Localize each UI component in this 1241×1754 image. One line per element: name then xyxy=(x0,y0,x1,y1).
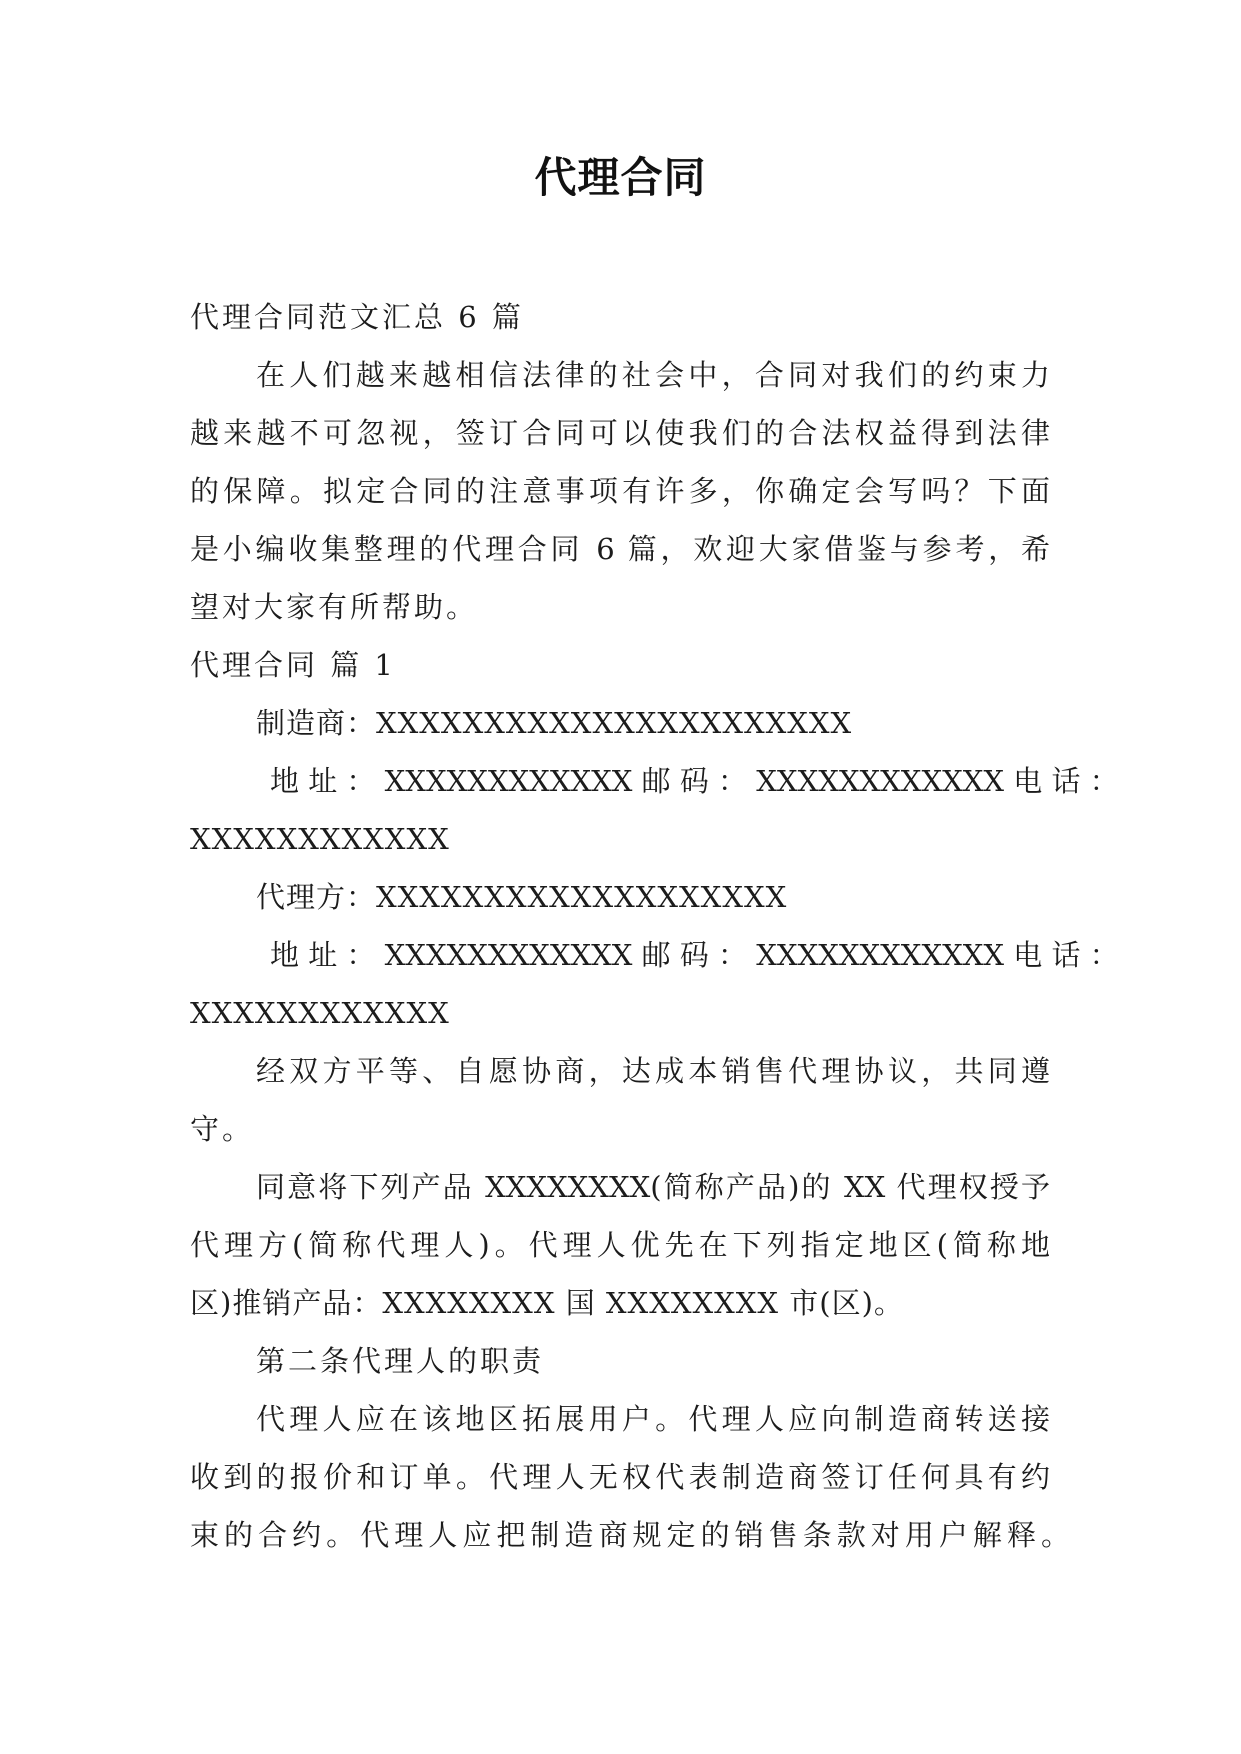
grant-paragraph-line: 代理方(简称代理人)。代理人优先在下列指定地区(简称地 xyxy=(190,1228,1050,1262)
duties-paragraph-line: 收到的报价和订单。代理人无权代表制造商签订任何具有约 xyxy=(190,1460,1050,1494)
agent-line: 代理方：XXXXXXXXXXXXXXXXXXX xyxy=(256,880,788,914)
manufacturer-address-line: 地 址 ： XXXXXXXXXXXX 邮 码 ： XXXXXXXXXXXX 电 话 ： xyxy=(270,764,1119,798)
grant-paragraph-line: 区)推销产品：XXXXXXXX 国 XXXXXXXX 市(区)。 xyxy=(190,1286,904,1320)
agent-phone-line: XXXXXXXXXXXX xyxy=(190,996,450,1030)
duties-paragraph-line: 代理人应在该地区拓展用户。代理人应向制造商转送接 xyxy=(256,1402,1050,1436)
duties-paragraph-line: 束的合约。代理人应把制造商规定的销售条款对用户解释。 xyxy=(190,1518,1070,1552)
intro-paragraph-line: 的保障。拟定合同的注意事项有许多，你确定会写吗？下面 xyxy=(190,474,1050,508)
intro-paragraph-line: 在人们越来越相信法律的社会中，合同对我们的约束力 xyxy=(256,358,1050,392)
manufacturer-line: 制造商：XXXXXXXXXXXXXXXXXXXXXX xyxy=(256,706,853,740)
agreement-paragraph-line: 经双方平等、自愿协商，达成本销售代理协议，共同遵 xyxy=(256,1054,1050,1088)
agent-address-line: 地 址 ： XXXXXXXXXXXX 邮 码 ： XXXXXXXXXXXX 电 话 ： xyxy=(270,938,1119,972)
intro-paragraph-line: 是小编收集整理的代理合同 6 篇，欢迎大家借鉴与参考，希 xyxy=(190,532,1050,566)
section-heading: 代理合同 篇 1 xyxy=(190,648,396,682)
manufacturer-phone-line: XXXXXXXXXXXX xyxy=(190,822,450,856)
document-title: 代理合同 xyxy=(534,153,707,202)
article-heading: 第二条代理人的职责 xyxy=(256,1344,545,1378)
intro-paragraph-line: 越来越不可忽视，签订合同可以使我们的合法权益得到法律 xyxy=(190,416,1050,450)
grant-paragraph-line: 同意将下列产品 XXXXXXXX(简称产品)的 XX 代理权授予 xyxy=(256,1170,1050,1204)
intro-paragraph-line: 望对大家有所帮助。 xyxy=(190,590,479,624)
agreement-paragraph-line: 守。 xyxy=(190,1112,255,1146)
collection-heading: 代理合同范文汇总 6 篇 xyxy=(190,300,524,334)
